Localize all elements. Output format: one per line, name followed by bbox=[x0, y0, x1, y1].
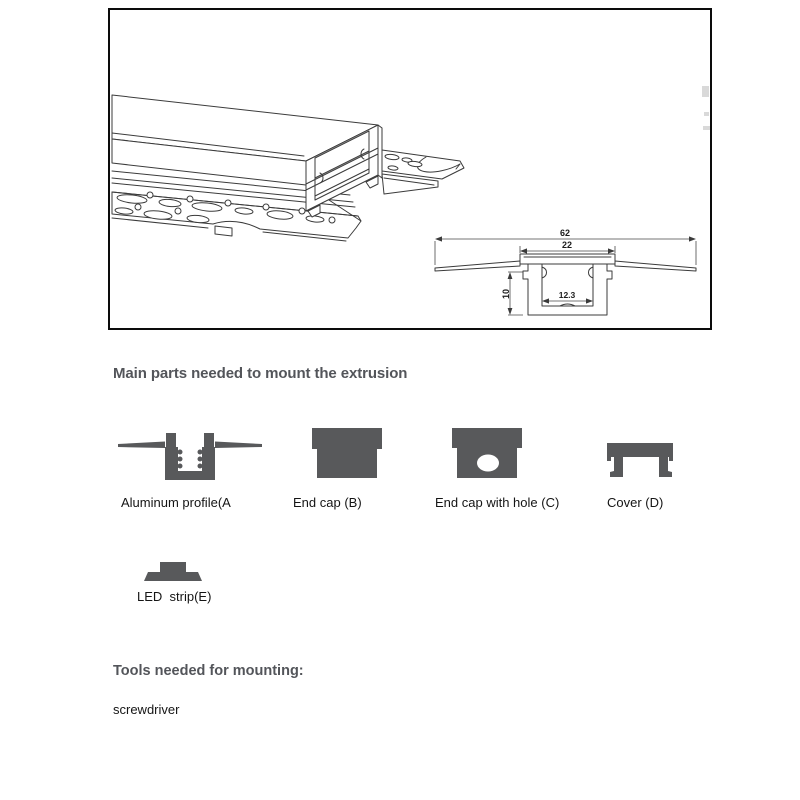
part-label-led-strip: LED strip(E) bbox=[137, 589, 212, 604]
page-artifact bbox=[702, 86, 710, 130]
dimension-depth bbox=[501, 272, 523, 315]
dimension-profile-width bbox=[520, 240, 615, 254]
part-label-end-cap: End cap (B) bbox=[293, 495, 362, 510]
extrusion-isometric-view bbox=[112, 95, 464, 241]
cover-icon bbox=[605, 441, 677, 481]
right-plaster-wing bbox=[382, 150, 464, 194]
dim-label-62: 62 bbox=[559, 228, 571, 238]
part-label-aluminum-profile: Aluminum profile(A bbox=[121, 495, 231, 510]
tools-item-screwdriver: screwdriver bbox=[113, 702, 180, 717]
profile-3d-drawing bbox=[110, 10, 710, 328]
end-cap-with-hole-icon bbox=[450, 426, 526, 480]
part-label-cover: Cover (D) bbox=[607, 495, 664, 510]
tools-heading: Tools needed for mounting: bbox=[113, 663, 304, 679]
end-cap-icon bbox=[310, 426, 386, 480]
parts-heading: Main parts needed to mount the extrusion bbox=[113, 365, 408, 382]
led-strip-icon bbox=[142, 560, 204, 584]
aluminum-profile-icon bbox=[114, 428, 266, 484]
dim-label-10: 10 bbox=[501, 288, 511, 300]
cross-section-dimension-drawing bbox=[435, 228, 696, 315]
dim-label-12-3: 12.3 bbox=[558, 290, 576, 300]
dim-label-22: 22 bbox=[561, 240, 573, 250]
part-label-end-cap-with-hole: End cap with hole (C) bbox=[435, 495, 560, 510]
technical-drawing-frame bbox=[108, 8, 712, 330]
